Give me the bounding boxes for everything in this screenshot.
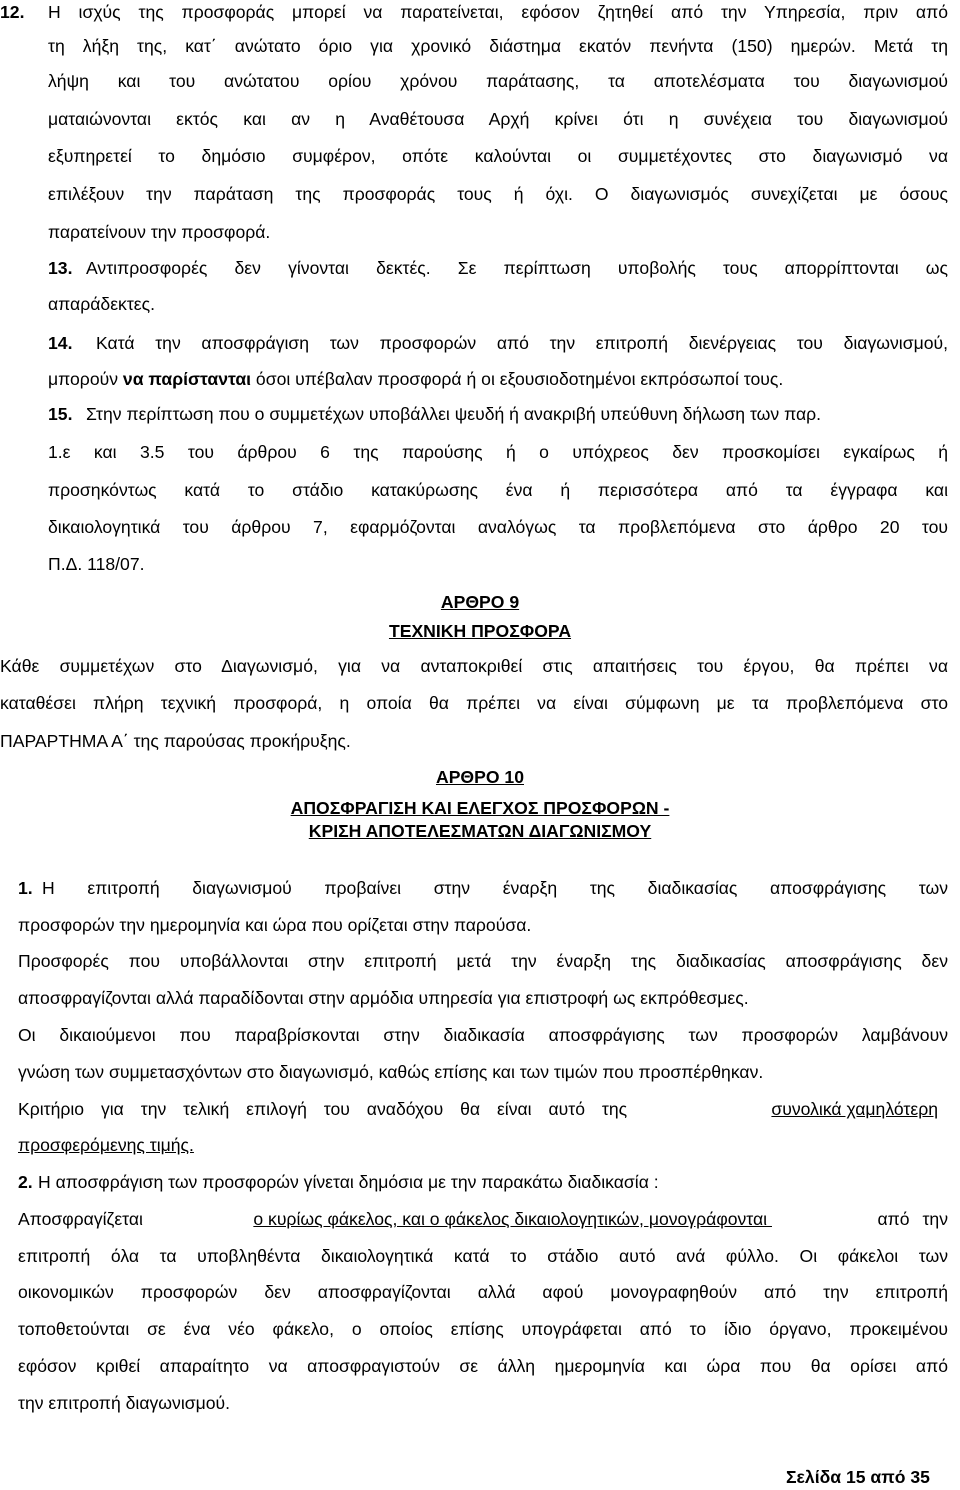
text-line: απαράδεκτες.: [48, 294, 156, 314]
underlined-phrase: ο κυρίως φάκελος, και ο φάκελος δικαιολογητικών, μονογράφονται: [253, 1209, 772, 1229]
bold-phrase: να παρίστανται: [122, 369, 252, 389]
text-line: προσηκόντως κατά το στάδιο κατακύρωσης ένα ή περισσότερα από τα έγγραφα και: [48, 480, 948, 500]
text-segment: από την: [877, 1209, 948, 1229]
article-subtitle: ΑΠΟΣΦΡΑΓΙΣΗ ΚΑΙ ΕΛΕΓΧΟΣ ΠΡΟΣΦΟΡΩΝ -: [290, 798, 670, 818]
text-line: λήψη και του ανώτατου ορίου χρόνου παράτασης, τα αποτελέσματα του διαγωνισμού: [48, 71, 948, 91]
text-line: καταθέσει πλήρη τεχνική προσφορά, η οποία θα πρέπει να είναι σύμφωνη με τα προβλεπόμενα στο: [0, 693, 948, 713]
text-line: Οι δικαιούμενοι που παραβρίσκονται στην διαδικασία αποσφράγισης των προσφορών λαμβάνουν: [18, 1025, 948, 1045]
underlined-phrase: συνολικά χαμηλότερη: [771, 1099, 938, 1119]
item-number: 13.: [48, 258, 73, 278]
item-number: 15.: [48, 404, 73, 424]
text-line: ΠΑΡΑΡΤΗΜΑ Α΄ της παρούσας προκήρυξης.: [0, 731, 351, 751]
item-number: 14.: [48, 333, 73, 353]
text-line: τη λήξη της, κατ΄ ανώτατο όριο για χρονικό διάστημα εκατόν πενήντα (150) ημερών. Μετά τη: [48, 36, 948, 56]
page-number: Σελίδα 15 από 35: [786, 1467, 930, 1487]
text-line: Κατά την αποσφράγιση των προσφορών από την επιτροπή διενέργειας του διαγωνισμού,: [96, 333, 948, 353]
item-number: 12.: [0, 2, 25, 22]
text-line: [48, 367, 783, 391]
item-number: 1.: [18, 878, 33, 898]
text-line: 1.ε και 3.5 του άρθρου 6 της παρούσης ή ο υπόχρεος δεν προσκομίσει εγκαίρως ή: [48, 442, 948, 462]
item-number: 2.: [18, 1172, 33, 1192]
text-line: Αντιπροσφορές δεν γίνονται δεκτές. Σε περίπτωση υποβολής τους απορρίπτονται ως: [86, 258, 948, 278]
text-line: ματαιώνονται εκτός και αν η Αναθέτουσα Αρχή κρίνει ότι η συνέχεια του διαγωνισμού: [48, 109, 948, 129]
text-line: οικονομικών προσφορών δεν αποσφραγίζονται αλλά αφού μονογραφηθούν από την επιτροπή: [18, 1282, 948, 1302]
text-line: δικαιολογητικά του άρθρου 7, εφαρμόζονται αναλόγως τα προβλεπόμενα στο άρθρο 20 του: [48, 517, 948, 537]
text-line: επιτροπή όλα τα υποβληθέντα δικαιολογητικά κατά το στάδιο αυτό ανά φύλλο. Οι φάκελοι των: [18, 1246, 948, 1266]
text-line: εφόσον κριθεί απαραίτητο να αποσφραγιστούν σε άλλη ημερομηνία και ώρα που θα ορίσει από: [18, 1356, 948, 1376]
text-line: αποσφραγίζονται αλλά παραδίδονται στην αρμόδια υπηρεσία για επιστροφή ως εκπρόθεσμες.: [18, 988, 749, 1008]
text-segment: όσοι υπέβαλαν προσφορά ή οι εξουσιοδοτημένοι εκπρόσωποί τους.: [251, 369, 784, 389]
text-line: [18, 1097, 948, 1121]
text-line: Π.Δ. 118/07.: [48, 554, 145, 574]
text-segment: Αποσφραγίζεται: [18, 1209, 148, 1229]
text-line: επιλέξουν την παράταση της προσφοράς τους ή όχι. Ο διαγωνισμός συνεχίζεται με όσους: [48, 184, 948, 204]
text-line: Στην περίπτωση που ο συμμετέχων υποβάλλει ψευδή ή ανακριβή υπεύθυνη δήλωση των παρ.: [86, 404, 822, 424]
text-line: Προσφορές που υποβάλλονται στην επιτροπή μετά την έναρξη της διαδικασίας αποσφράγισης δεν: [18, 951, 948, 971]
text-line: εξυπηρετεί το δημόσιο συμφέρον, οπότε καλούνται οι συμμετέχοντες στο διαγωνισμό να: [48, 146, 948, 166]
article-subtitle: ΚΡΙΣΗ ΑΠΟΤΕΛΕΣΜΑΤΩΝ ΔΙΑΓΩΝΙΣΜΟΥ: [308, 821, 652, 841]
article-title: ΑΡΘΡΟ 10: [435, 767, 524, 787]
text-line: γνώση των συμμετασχόντων στο διαγωνισμό, καθώς επίσης και των τιμών που προσπέρθηκαν.: [18, 1062, 764, 1082]
article-subtitle: ΤΕΧΝΙΚΗ ΠΡΟΣΦΟΡΑ: [388, 621, 572, 641]
text-segment: [18, 1097, 763, 1121]
text-segment: Κριτήριο για την τελική επιλογή του αναδόχου θα είναι αυτό της: [18, 1099, 644, 1119]
article-title: ΑΡΘΡΟ 9: [440, 592, 520, 612]
text-segment: μπορούν: [48, 369, 123, 389]
text-line: [18, 1207, 948, 1231]
text-line: Η αποσφράγιση των προσφορών γίνεται δημόσια με την παρακάτω διαδικασία :: [38, 1172, 659, 1192]
text-line: την επιτροπή διαγωνισμού.: [18, 1393, 231, 1413]
underlined-phrase: προσφερόμενης τιμής.: [18, 1135, 194, 1155]
text-line: Η ισχύς της προσφοράς μπορεί να παρατείνεται, εφόσον ζητηθεί από την Υπηρεσία, πριν από: [48, 2, 948, 22]
text-line: Η επιτροπή διαγωνισμού προβαίνει στην έναρξη της διαδικασίας αποσφράγισης των: [42, 878, 948, 898]
text-line: προσφορών την ημερομηνία και ώρα που ορίζεται στην παρούσα.: [18, 915, 532, 935]
text-line: παρατείνουν την προσφορά.: [48, 222, 271, 242]
text-line: τοποθετούνται σε ένα νέο φάκελο, ο οποίος επίσης υπογράφεται από το ίδιο όργανο, προκειμένου: [18, 1319, 948, 1339]
text-line: Κάθε συμμετέχων στο Διαγωνισμό, για να ανταποκριθεί στις απαιτήσεις του έργου, θα πρέπει να: [0, 656, 948, 676]
